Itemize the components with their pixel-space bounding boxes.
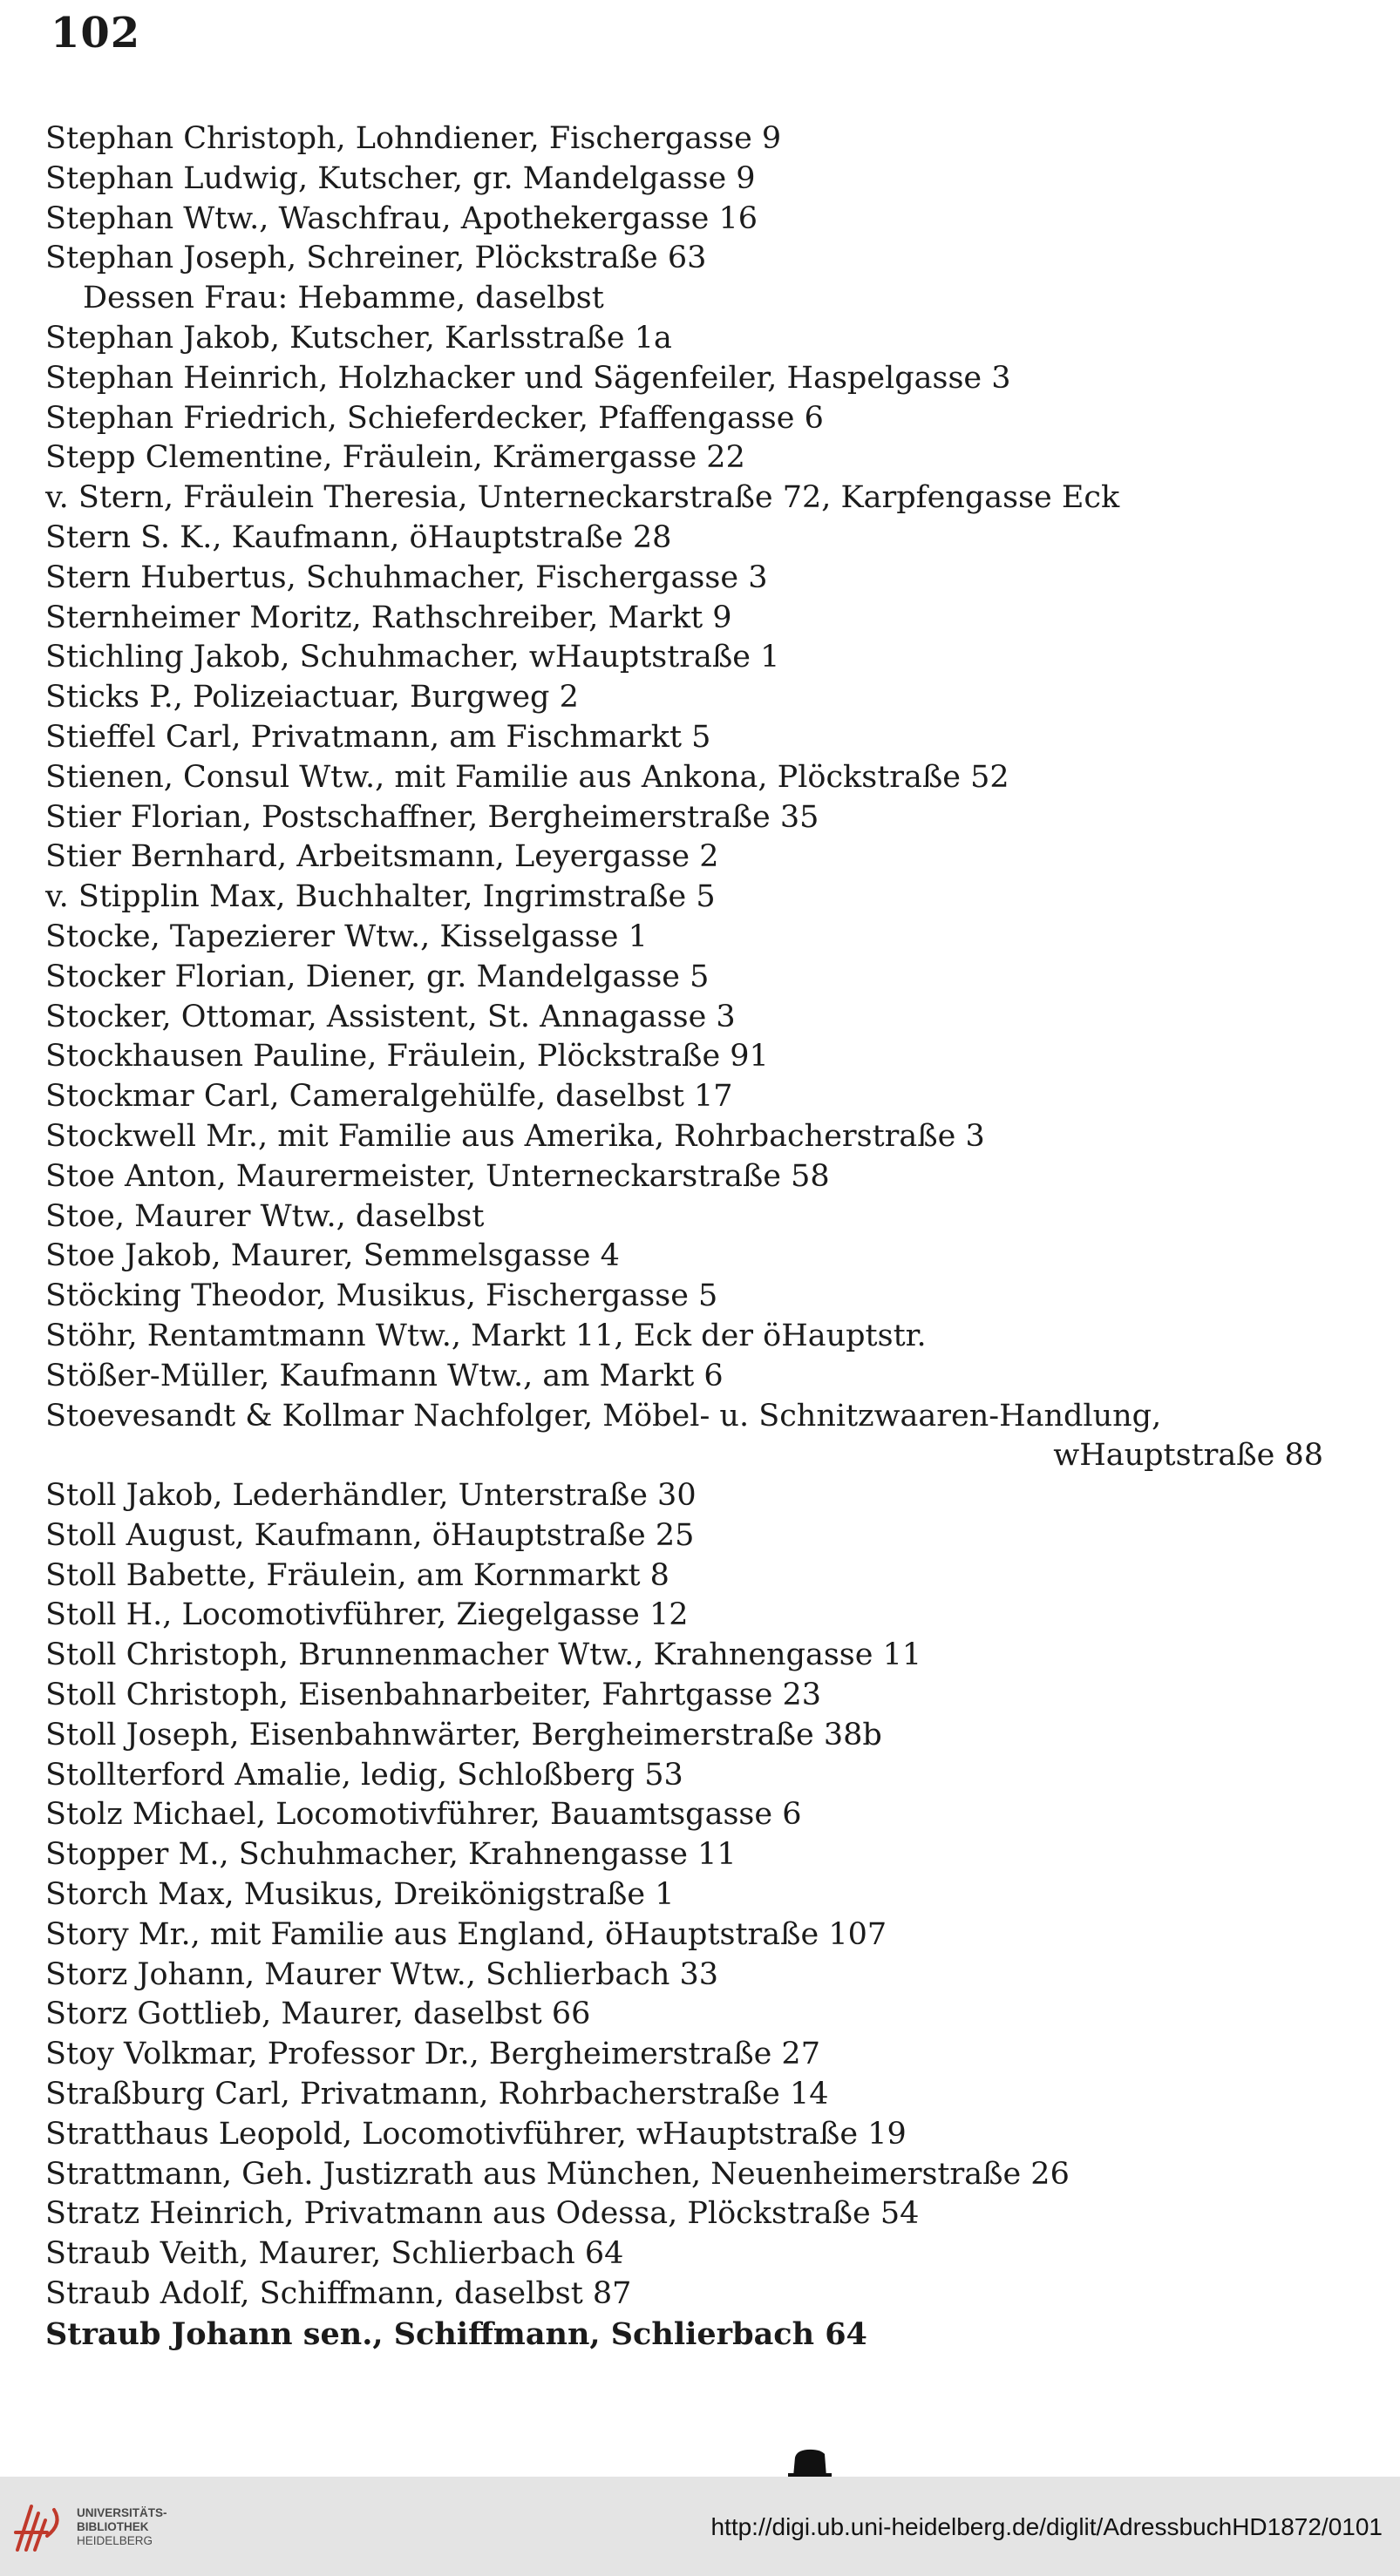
directory-entry: Storch Max, Musikus, Dreikönigstraße 1 [45, 1877, 675, 1913]
directory-entry: Stöcking Theodor, Musikus, Fischergasse 5 [45, 1278, 718, 1314]
directory-entry: Stephan Christoph, Lohndiener, Fischergasse 9 [45, 121, 782, 156]
directory-entry: Stichling Jakob, Schuhmacher, wHauptstraße 1 [45, 640, 780, 675]
directory-entry: Stopper M., Schuhmacher, Krahnengasse 11 [45, 1837, 737, 1873]
directory-entry: Sticks P., Polizeiactuar, Burgweg 2 [45, 680, 579, 715]
directory-entry: Stocker, Ottomar, Assistent, St. Annagasse 3 [45, 999, 736, 1034]
directory-entry: Stephan Ludwig, Kutscher, gr. Mandelgasse 9 [45, 160, 756, 196]
directory-entry: Stoll Christoph, Brunnenmacher Wtw., Krahnengasse 11 [45, 1637, 922, 1673]
university-library-logo-icon [12, 2498, 66, 2555]
directory-entry: Stoll Christoph, Eisenbahnarbeiter, Fahrtgasse 23 [45, 1678, 821, 1713]
directory-entry: v. Stipplin Max, Buchhalter, Ingrimstraße 5 [45, 879, 716, 915]
directory-entry: Stoll August, Kaufmann, öHauptstraße 25 [45, 1517, 695, 1553]
directory-entry: Storz Johann, Maurer Wtw., Schlierbach 33 [45, 1956, 719, 1992]
directory-entry: Straub Veith, Maurer, Schlierbach 64 [45, 2236, 624, 2272]
directory-entry: wHauptstraße 88 [1053, 1438, 1323, 1474]
directory-entry: Stoll Babette, Fräulein, am Kornmarkt 8 [45, 1557, 669, 1593]
directory-entry: Stratthaus Leopold, Locomotivführer, wHauptstraße 19 [45, 2116, 907, 2152]
directory-entry: Straßburg Carl, Privatmann, Rohrbacherstraße 14 [45, 2077, 829, 2112]
directory-entry: Stephan Wtw., Waschfrau, Apothekergasse 16 [45, 200, 758, 236]
directory-entry: Stephan Heinrich, Holzhacker und Sägenfeiler, Haspelgasse 3 [45, 360, 1011, 396]
directory-entry: Stolz Michael, Locomotivführer, Bauamtsgasse 6 [45, 1797, 802, 1833]
directory-entry: Sternheimer Moritz, Rathschreiber, Markt 9 [45, 600, 732, 635]
directory-entry: Stoe Jakob, Maurer, Semmelsgasse 4 [45, 1238, 620, 1274]
directory-entry: Storz Gottlieb, Maurer, daselbst 66 [45, 1996, 591, 2032]
directory-entry: Stieffel Carl, Privatmann, am Fischmarkt 5 [45, 719, 711, 755]
directory-entry: Stollterford Amalie, ledig, Schloßberg 53 [45, 1757, 683, 1793]
directory-entry: Stephan Joseph, Schreiner, Plöckstraße 63 [45, 241, 707, 276]
library-name [77, 2506, 167, 2548]
directory-entry: v. Stern, Fräulein Theresia, Unterneckarstraße 72, Karpfengasse Eck [45, 480, 1120, 516]
directory-entry: Strattmann, Geh. Justizrath aus München, Neuenheimerstraße 26 [45, 2156, 1070, 2192]
directory-entry: Stier Bernhard, Arbeitsmann, Leyergasse 2 [45, 839, 719, 875]
directory-entry: Stratz Heinrich, Privatmann aus Odessa, Plöckstraße 54 [45, 2196, 920, 2232]
library-name-line: BIBLIOTHEK [77, 2520, 149, 2533]
directory-entry: Stocker Florian, Diener, gr. Mandelgasse 5 [45, 959, 710, 994]
directory-entry: Stern S. K., Kaufmann, öHauptstraße 28 [45, 519, 672, 555]
directory-entry: Dessen Frau: Hebamme, daselbst [83, 281, 604, 316]
source-url[interactable]: http://digi.ub.uni-heidelberg.de/diglit/AdressbuchHD1872/0101 [710, 2513, 1383, 2540]
directory-entry: Stoll H., Locomotivführer, Ziegelgasse 12 [45, 1597, 689, 1633]
directory-entry: Stoevesandt & Kollmar Nachfolger, Möbel- u. Schnitzwaaren-Handlung, [45, 1398, 1162, 1434]
library-name-line: HEIDELBERG [77, 2534, 153, 2547]
page-number: 102 [51, 9, 141, 58]
library-name-line: UNIVERSITÄTS- [77, 2506, 167, 2519]
ink-blot-mark [788, 2447, 832, 2478]
directory-entry: Stockhausen Pauline, Fräulein, Plöckstraße 91 [45, 1039, 769, 1074]
footer-bar [0, 2477, 1400, 2576]
directory-entry: Stienen, Consul Wtw., mit Familie aus Ankona, Plöckstraße 52 [45, 759, 1009, 795]
directory-entries [45, 119, 1335, 2355]
directory-entry: Stoll Joseph, Eisenbahnwärter, Bergheimerstraße 38b [45, 1717, 882, 1752]
directory-entry: Stepp Clementine, Fräulein, Krämergasse 22 [45, 440, 745, 476]
directory-entry: Stoy Volkmar, Professor Dr., Bergheimerstraße 27 [45, 2037, 820, 2072]
directory-entry: Straub Adolf, Schiffmann, daselbst 87 [45, 2276, 632, 2312]
directory-entry: Stockmar Carl, Cameralgehülfe, daselbst 17 [45, 1079, 733, 1115]
directory-entry: Straub Johann sen., Schiffmann, Schlierbach 64 [45, 2315, 867, 2352]
directory-entry: Stern Hubertus, Schuhmacher, Fischergasse 3 [45, 559, 768, 595]
directory-entry: Story Mr., mit Familie aus England, öHauptstraße 107 [45, 1916, 887, 1952]
directory-entry: Stoll Jakob, Lederhändler, Unterstraße 30 [45, 1478, 697, 1514]
directory-entry: Stocke, Tapezierer Wtw., Kisselgasse 1 [45, 919, 648, 954]
directory-entry: Stephan Friedrich, Schieferdecker, Pfaffengasse 6 [45, 400, 824, 436]
directory-entry: Stoe Anton, Maurermeister, Unterneckarstraße 58 [45, 1158, 830, 1194]
directory-entry: Stoe, Maurer Wtw., daselbst [45, 1198, 485, 1234]
directory-entry: Stöhr, Rentamtmann Wtw., Markt 11, Eck der öHauptstr. [45, 1318, 927, 1353]
directory-entry: Stockwell Mr., mit Familie aus Amerika, Rohrbacherstraße 3 [45, 1118, 985, 1154]
directory-entry: Stier Florian, Postschaffner, Bergheimerstraße 35 [45, 799, 819, 835]
directory-entry: Stößer-Müller, Kaufmann Wtw., am Markt 6 [45, 1358, 724, 1393]
directory-entry: Stephan Jakob, Kutscher, Karlsstraße 1a [45, 320, 672, 356]
